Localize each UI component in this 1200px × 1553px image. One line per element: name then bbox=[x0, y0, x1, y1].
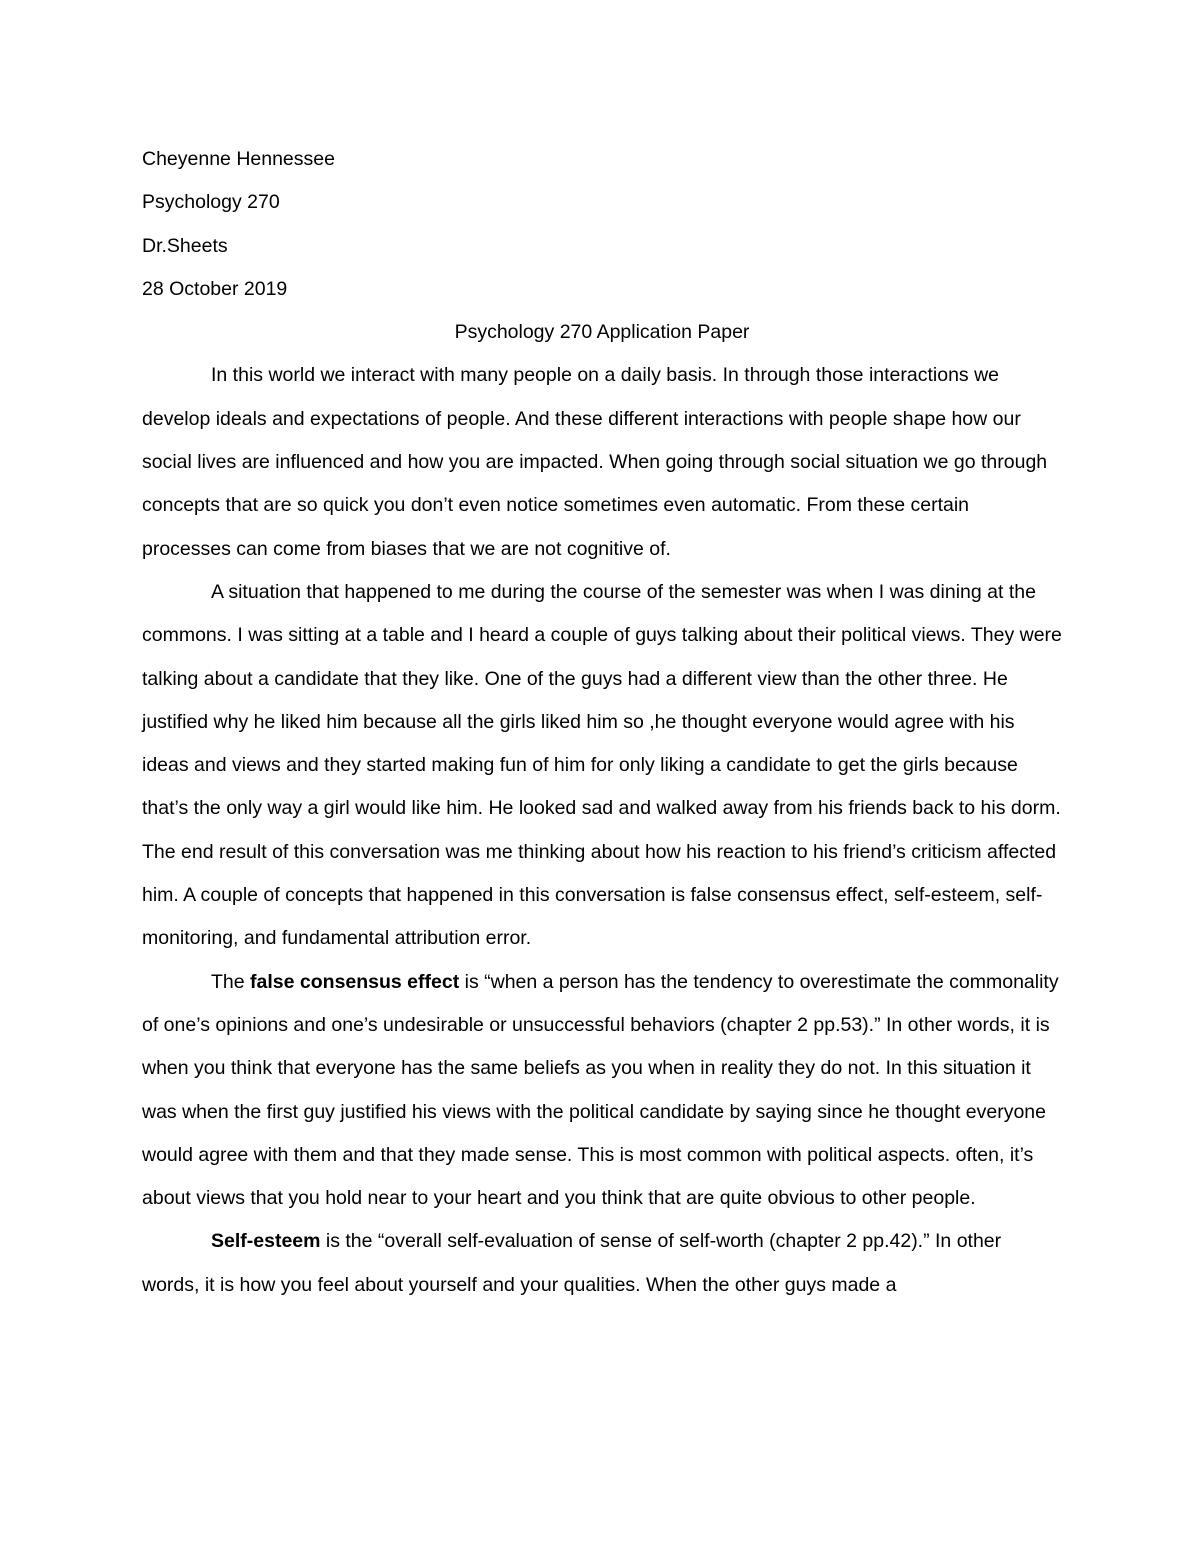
term-false-consensus-effect: false consensus effect bbox=[250, 970, 460, 993]
instructor-name: Dr.Sheets bbox=[142, 234, 228, 257]
course-name: Psychology 270 bbox=[142, 191, 280, 214]
paragraph-self-esteem bbox=[142, 1220, 1062, 1307]
paragraph-intro: In this world we interact with many people on a daily basis. In through those interactions we develop ideals and expectations of people. And these different interactions with people shape how our social lives are influenced and how you are impacted. When going through social situation we go through concepts that are so quick you don’t even notice sometimes even automatic. From these certain processes can come from biases that we are not cognitive of. bbox=[142, 364, 1048, 560]
paragraph-body-text: is the “overall self-evaluation of sense of self-worth (chapter 2 pp.42).” In other words, it is how you feel about yourself and your qualities. When the other guys made a bbox=[142, 1230, 1002, 1296]
document-body bbox=[142, 138, 1062, 1307]
paragraph-body-text: is “when a person has the tendency to overestimate the commonality of one’s opinions and one’s undesirable or unsuccessful behaviors (chapter 2 pp.53).” In other words, it is when you think that everyone has the same beliefs as you when in reality they do not. In this situation it was when the first guy justified his views with the political candidate by saying since he thought everyone would agree with them and that they made sense. This is most common with political aspects. often, it’s about views that you hold near to your heart and you think that are quite obvious to other people. bbox=[142, 970, 1059, 1210]
paragraph-false-consensus bbox=[142, 961, 1062, 1221]
paper-title: Psychology 270 Application Paper bbox=[454, 321, 750, 344]
paragraph-lead-text: The bbox=[211, 970, 251, 993]
paper-date: 28 October 2019 bbox=[142, 277, 288, 300]
term-self-esteem: Self-esteem bbox=[211, 1230, 321, 1253]
paragraph-situation: A situation that happened to me during the course of the semester was when I was dining at the commons. I was sitting at a table and I heard a couple of guys talking about their political views. They were talking about a candidate that they like. One of the guys had a different view than the other three. He justified why he liked him because all the girls liked him so ,he thought everyone would agree with his ideas and views and they started making fun of him for only liking a candidate to get the girls because that’s the only way a girl would like him. He looked sad and walked away from his friends back to his dorm. The end result of this conversation was me thinking about how his reaction to his friend’s criticism affected him. A couple of concepts that happened in this conversation is false consensus effect, self-esteem, self-monitoring, and fundamental attribution error. bbox=[142, 580, 1062, 950]
author-name: Cheyenne Hennessee bbox=[142, 148, 335, 170]
